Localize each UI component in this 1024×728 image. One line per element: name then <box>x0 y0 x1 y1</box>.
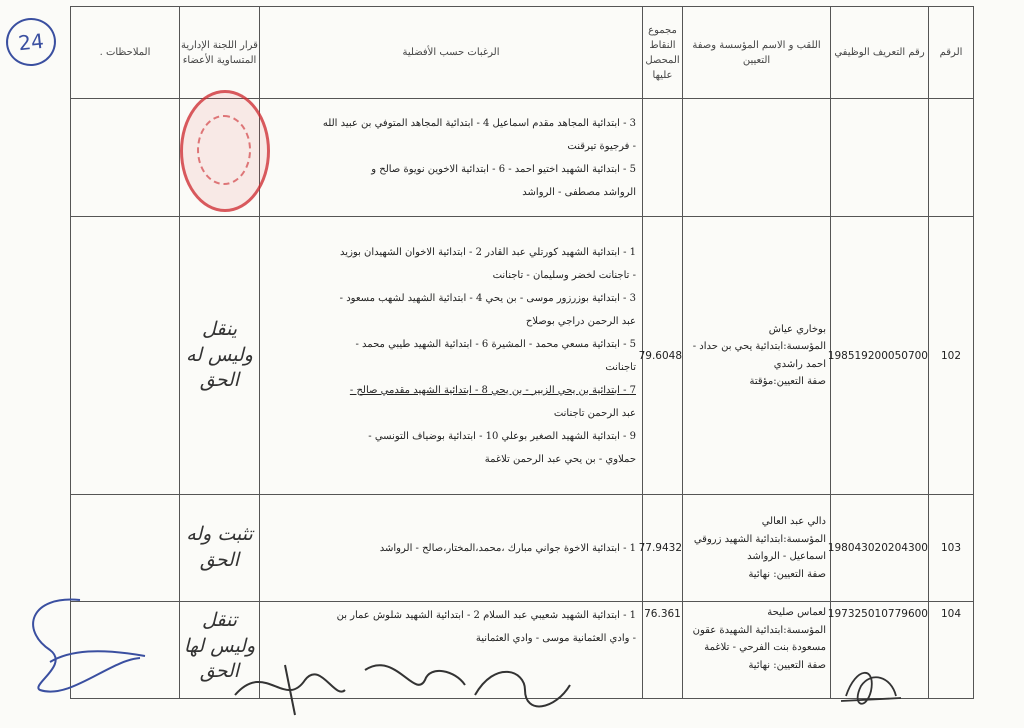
name-line: المؤسسة:ابتدائية الشهيدة عقون <box>692 624 826 636</box>
row-number: 102 <box>929 217 974 495</box>
row-wishes <box>260 99 643 217</box>
wish-line: الرواشد مصطفى - الرواشد <box>522 186 636 198</box>
row-name <box>683 99 831 217</box>
wish-line: 3 - ابتدائية بوزرزور موسى - بن يحي 4 - ابتدائية الشهيد لشهب مسعود - <box>339 292 636 304</box>
row-name <box>683 217 831 495</box>
row-points: 79.6048 <box>643 217 683 495</box>
wish-line: عبد الرحمن دراجي بوصلاح <box>525 315 636 327</box>
page-number: 24 <box>4 16 59 69</box>
name-line: صفة التعيين:مؤقتة <box>749 376 826 387</box>
name-line: المؤسسة:ابتدائية يحي بن حداد - <box>692 341 826 352</box>
table-row <box>71 495 974 602</box>
header-wishes: الرغبات حسب الأفضلية <box>260 7 643 99</box>
header-row <box>71 7 974 99</box>
name-line: اسماعيل - الرواشد <box>747 551 826 562</box>
name-line: احمد راشدي <box>773 358 826 370</box>
row-wishes <box>260 217 643 495</box>
wish-line: - فرجيوة تيرقنت <box>567 140 636 152</box>
table-row <box>71 99 974 217</box>
row-name <box>683 495 831 602</box>
wish-line: 1 - ابتدائية الاخوة جواني مبارك ،محمد،المختار،صالح - الرواشد <box>379 542 636 554</box>
name-line: صفة التعيين: نهائية <box>748 568 826 580</box>
table-row <box>71 217 974 495</box>
wish-line: 3 - ابتدائية المجاهد مقدم اسماعيل 4 - ابتدائية المجاهد المتوفي بن عبيد الله <box>322 117 636 129</box>
wish-line: 1 - ابتدائية الشهيد شعيبي عبد السلام 2 - ابتدائية الشهيد شلوش عمار بن <box>336 610 636 621</box>
row-job-id <box>831 99 929 217</box>
row-job-id: 198519200050700 <box>831 217 929 495</box>
row-number <box>929 99 974 217</box>
wish-line: 5 - ابتدائية مسعي محمد - المشيرة 6 - ابتدائية الشهيد طيبي محمد - <box>355 338 636 350</box>
header-job-id: رقم التعريف الوظيفي <box>831 7 929 99</box>
row-job-id: 198043020204300 <box>831 495 929 602</box>
table-row <box>71 602 974 699</box>
committee-decision <box>180 99 260 217</box>
wish-line: 5 - ابتدائية الشهيد اختيو احمد - 6 - ابتدائية الاخوين نويوة صالح و <box>371 163 636 175</box>
header-name: اللقب و الاسم المؤسسة وصفة التعيين <box>683 7 831 99</box>
wish-line: 1 - ابتدائية الشهيد كورتلي عبد القادر 2 - ابتدائية الاخوان الشهيدان بوزيد <box>340 246 636 258</box>
wish-line: 7 - ابتدائية بن يحي الزبير - بن يحي 8 - ابتدائية الشهيد مقدمي صالح - <box>349 384 636 396</box>
wish-line: - وادي العثمانية موسى - وادي العثمانية <box>475 633 636 644</box>
header-number: الرقم <box>929 7 974 99</box>
committee-decision: ينقل وليس له الحق <box>180 217 260 495</box>
row-wishes <box>260 495 643 602</box>
row-job-id: 197325010779600 <box>831 602 929 699</box>
name-line: بوخاري عياش <box>768 323 826 335</box>
row-number: 104 <box>929 602 974 699</box>
row-name <box>683 602 831 699</box>
row-number: 103 <box>929 495 974 602</box>
committee-decision: تنقل وليس لها الحق <box>180 602 260 699</box>
row-notes <box>71 99 180 217</box>
wish-line: حملاوي - بن يحي عبد الرحمن تلاغمة <box>484 453 636 465</box>
wish-line: عبد الرحمن تاجنانت <box>553 407 636 419</box>
name-line: المؤسسة:ابتدائية الشهيد زروقي <box>693 533 826 545</box>
wish-line: تاجنانت <box>605 361 636 373</box>
row-notes <box>71 217 180 495</box>
name-line: لعماس صليحة <box>767 607 826 618</box>
committee-decision: تثبت وله الحق <box>180 495 260 602</box>
results-table <box>70 6 974 699</box>
row-points <box>643 99 683 217</box>
wish-line: - تاجنانت لخضر وسليمان - تاجنانت <box>492 269 636 281</box>
name-line: صفة التعيين: نهائية <box>748 659 826 671</box>
wish-line: 9 - ابتدائية الشهيد الصغير بوعلي 10 - ابتدائية بوضياف التونسي - <box>368 430 636 442</box>
name-line: دالي عبد العالي <box>761 516 826 527</box>
row-points: 76.361 <box>643 602 683 699</box>
row-notes <box>71 495 180 602</box>
name-line: مسعودة بنت الفرحي - تلاغمة <box>704 642 826 653</box>
header-points: مجموع النقاط المحصل عليها <box>643 7 683 99</box>
header-notes: الملاحظات . <box>71 7 180 99</box>
row-notes <box>71 602 180 699</box>
row-wishes <box>260 602 643 699</box>
header-committee: قرار اللجنة الإدارية المتساوية الأعضاء <box>180 7 260 99</box>
row-points: 77.9432 <box>643 495 683 602</box>
